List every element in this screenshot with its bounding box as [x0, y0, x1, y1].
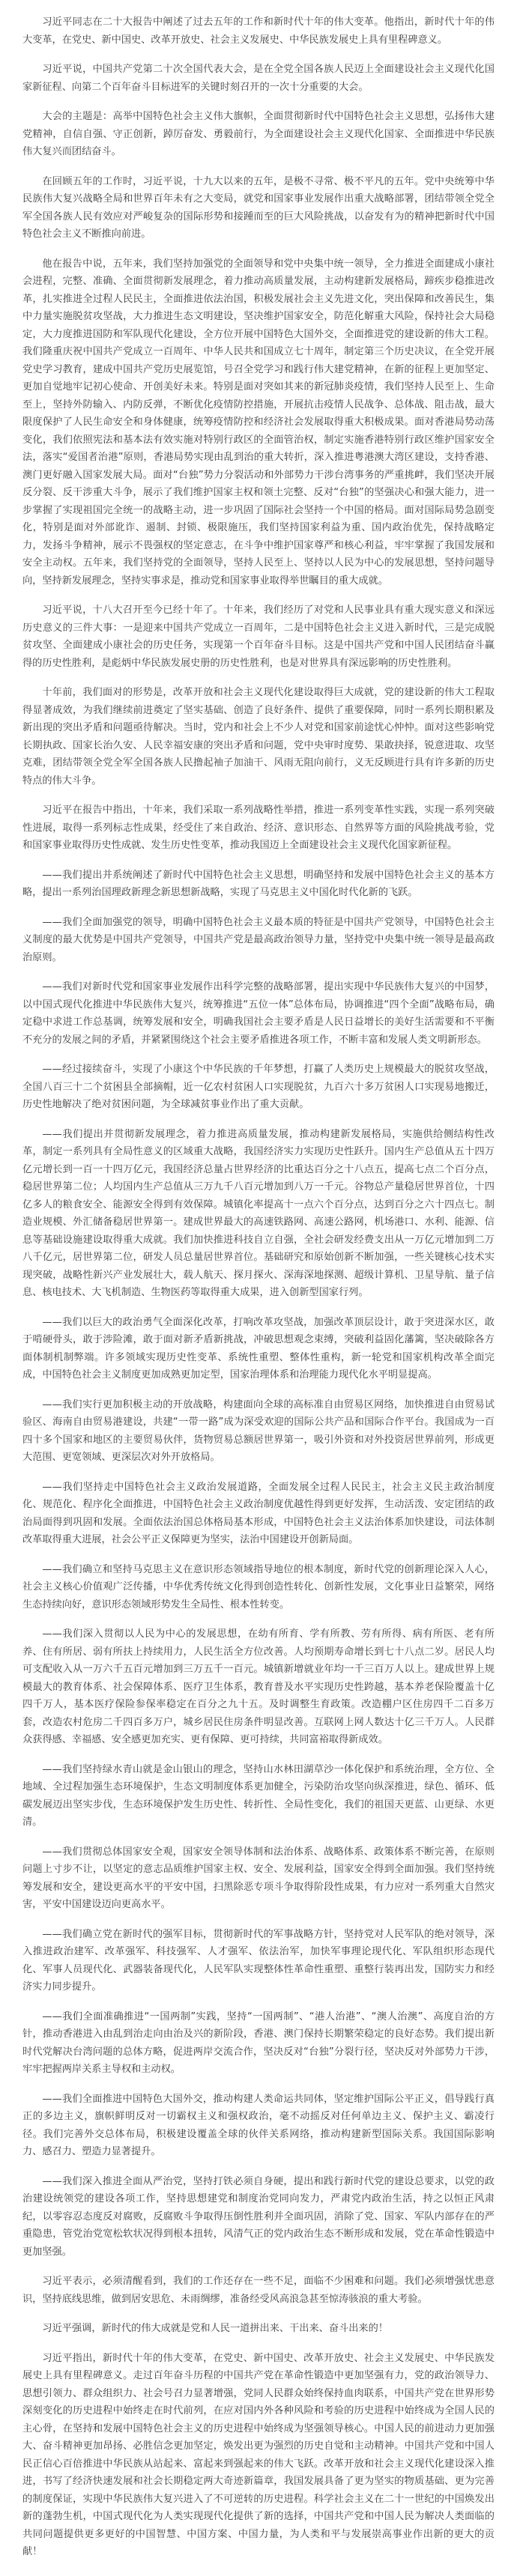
paragraph-achievement-economy: ——我们提出并贯彻新发展理念，着力推进高质量发展，推动构建新发展格局，实施供给侧结构性改革，制定一系列具有全局性意义的区域重大战略，我国经济实力实现历史性跃升。国内生产总值从五十四万亿元增长到一百一十四万亿元，我国经济总量占世界经济的比重达百分之十八点五，提高七点二个百分点，稳居世界第二位；人均国内生产总值从三万九千八百元增加到八万一千元。谷物总产量稳居世界首位，十四亿多人的粮食安全、能源安全得到有效保障。城镇化率提高十一点六个百分点，达到百分之六十四点七。制造业规模、外汇储备稳居世界第一。建成世界最大的高速铁路网、高速公路网，机场港口、水利、能源、信息等基础设施建设取得重大成就。我们加快推进科技自立自强，全社会研发经费支出从一万亿元增加到二万八千亿元，居世界第二位，研发人员总量居世界首位。基础研究和原始创新不断加强，一些关键核心技术实现突破，战略性新兴产业发展壮大，载人航天、探月探火、深海深地探测、超级计算机、卫星导航、量子信息、核电技术、大飞机制造、生物医药等取得重大成果，进入创新型国家行列。 [22, 1128, 495, 1298]
paragraph-shortcomings: 习近平表示，必须清醒看到，我们的工作还存在一些不足，面临不少困难和问题。我们必须增强忧患意识，坚持底线思维，做到居安思危、未雨绸缪，准备经受风高浪急甚至惊涛骇浪的重大考验。 [22, 2276, 495, 2305]
paragraph-report-summary: 习近平同志在二十大报告中阐述了过去五年的工作和新时代十年的伟大变革。他指出，新时代十年的伟大变革，在党史、新中国史、改革开放史、社会主义发展史、中华民族发展史上具有里程碑意义。 [22, 16, 495, 46]
paragraph-three-major-events: 习近平说，十八大召开至今已经十年了。十年来，我们经历了对党和人民事业具有重大现实意义和深远历史意义的三件大事：一是迎来中国共产党成立一百周年，二是中国特色社会主义进入新时代，三是完成脱贫攻坚、全面建成小康社会的历史任务，实现第一个百年奋斗目标。这是中国共产党和中国人民团结奋斗赢得的历史性胜利，是彪炳中华民族发展史册的历史性胜利，也是对世界具有深远影响的历史性胜利。 [22, 604, 495, 669]
paragraph-congress-theme: 大会的主题是：高举中国特色社会主义伟大旗帜，全面贯彻新时代中国特色社会主义思想，弘扬伟大建党精神，自信自强、守正创新，踔厉奋发、勇毅前行，为全面建设社会主义现代化国家、全面推进中华民族伟大复兴而团结奋斗。 [22, 111, 495, 157]
paragraph-achievement-strategy: ——我们对新时代党和国家事业发展作出科学完整的战略部署，提出实现中华民族伟大复兴的中国梦，以中国式现代化推进中华民族伟大复兴，统筹推进“五位一体”总体布局，协调推进“四个全面”战略布局，确定稳中求进工作总基调，统筹发展和安全，明确我国社会主要矛盾是人民日益增长的美好生活需要和不平衡不充分的发展之间的矛盾，并紧紧围绕这个社会主要矛盾推进各项工作，不断丰富和发展人类文明新形态。 [22, 981, 495, 1046]
paragraph-congress-significance: 习近平说，中国共产党第二十次全国代表大会，是在全党全国各族人民迈上全面建设社会主义现代化国家新征程、向第二个百年奋斗目标进军的关键时刻召开的一次十分重要的大会。 [22, 64, 495, 93]
paragraph-achievement-military: ——我们确立党在新时代的强军目标，贯彻新时代的军事战略方针，坚持党对人民军队的绝对领导，深入推进政治建军、改革强军、科技强军、人才强军、依法治军，加快军事理论现代化、军队组织形态现代化、军事人员现代化、武器装备现代化，人民军队实现整体性革命性重塑、重整行装再出发，国防实力和经济实力同步提升。 [22, 1928, 495, 1992]
paragraph-achievement-hk-macao-taiwan: ——我们全面准确推进“一国两制”实践，坚持“一国两制”、“港人治港”、“澳人治澳”、高度自治的方针，推动香港进入由乱到治走向由治及兴的新阶段，香港、澳门保持长期繁荣稳定的良好态势。我们提出新时代党解决台湾问题的总体方略，促进两岸交流合作，坚决反对“台独”分裂行径，坚决反对外部势力干涉，牢牢把握两岸关系主导权和主动权。 [22, 2010, 495, 2075]
paragraph-achievement-culture: ——我们确立和坚持马克思主义在意识形态领域指导地位的根本制度，新时代党的创新理论深入人心，社会主义核心价值观广泛传播，中华优秀传统文化得到创造性转化、创新性发展，文化事业日益繁荣，网络生态持续向好，意识形态领域形势发生全局性、根本性转变。 [22, 1563, 495, 1610]
paragraph-achievement-security: ——我们贯彻总体国家安全观，国家安全领导体制和法治体系、战略体系、政策体系不断完善，在原则问题上寸步不让，以坚定的意志品质维护国家主权、安全、发展利益，国家安全得到全面加强。我们坚持统筹发展和安全，建设更高水平的平安中国，扫黑除恶专项斗争取得阶段性成果，有力应对一系列重大自然灾害，平安中国建设迈向更高水平。 [22, 1846, 495, 1910]
paragraph-five-years-review: 在回顾五年的工作时，习近平说，十九大以来的五年，是极不寻常、极不平凡的五年。党中央统筹中华民族伟大复兴战略全局和世界百年未有之大变局，就党和国家事业发展作出重大战略部署，团结带领全党全军全国各族人民有效应对严峻复杂的国际形势和接踵而至的巨大风险挑战，以奋发有为的精神把新时代中国特色社会主义不断推向前进。 [22, 175, 495, 240]
paragraph-situation-ten-years-ago: 十年前，我们面对的形势是，改革开放和社会主义现代化建设取得巨大成就，党的建设新的伟大工程取得显著成效，为我们继续前进奠定了坚实基础、创造了良好条件、提供了重要保障，同时一系列长期积累及新出现的突出矛盾和问题亟待解决。当时，党内和社会上不少人对党和国家前途忧心忡忡。面对这些影响党长期执政、国家长治久安、人民幸福安康的突出矛盾和问题，党中央审时度势、果敢抉择，锐意进取、攻坚克难，团结带领全党全军全国各族人民撸起袖子加油干、风雨无阻向前行，义无反顾进行具有许多新的历史特点的伟大斗争。 [22, 687, 495, 787]
paragraph-achievement-party-discipline: ——我们深入推进全面从严治党，坚持打铁必须自身硬，提出和践行新时代党的建设总要求，以党的政治建设统领党的建设各项工作，坚持思想建党和制度治党同向发力，严肃党内政治生活，持之以恒正风肃纪，以零容忍态度反对腐败，反腐败斗争取得压倒性胜利并全面巩固，消除了党、国家、军队内部存在的严重隐患，管党治党宽松软状况得到根本扭转，风清气正的党内政治生态不断形成和发展，党在革命性锻造中更加坚强。 [22, 2175, 495, 2258]
paragraph-achievement-democracy: ——我们坚持走中国特色社会主义政治发展道路，全面发展全过程人民民主，社会主义民主政治制度化、规范化、程序化全面推进，中国特色社会主义政治制度优越性得到更好发挥，生动活泼、安定团结的政治局面得到巩固和发展。全面依法治国总体格局基本形成，中国特色社会主义法治体系加快建设，司法体制改革取得重大进展，社会公平正义保障更为坚实，法治中国建设开创新局面。 [22, 1481, 495, 1545]
paragraph-milestone-significance: 习近平指出，新时代十年的伟大变革，在党史、新中国史、改革开放史、社会主义发展史、中华民族发展史上具有里程碑意义。走过百年奋斗历程的中国共产党在革命性锻造中更加坚强有力，党的政治领导力、思想引领力、群众组织力、社会号召力显著增强，党同人民群众始终保持血肉联系，中国共产党在世界形势深刻变化的历史进程中始终走在时代前列，在应对国内外各种风险和考验的历史进程中始终成为全国人民的主心骨，在坚持和发展中国特色社会主义的历史进程中始终成为坚强领导核心。中国人民的前进动力更加强大、奋斗精神更加昂扬、必胜信念更加坚定，焕发出更为强烈的历史自觉和主动精神。中国共产党和中国人民正信心百倍推进中华民族从站起来、富起来到强起来的伟大飞跃。改革开放和社会主义现代化建设深入推进，书写了经济快速发展和社会长期稳定两大奇迹新篇章，我国发展具备了更为坚实的物质基础、更为完善的制度保证，实现中华民族伟大复兴进入了不可逆转的历史进程。科学社会主义在二十一世纪的中国焕发出新的蓬勃生机，中国式现代化为人类实现现代化提供了新的选择，中国共产党和中国人民为解决人类面临的共同问题提供更多更好的中国智慧、中国方案、中国力量，为人类和平与发展崇高事业作出新的更大的贡献！ [22, 2352, 495, 2557]
paragraph-achievement-reform: ——我们以巨大的政治勇气全面深化改革，打响改革攻坚战，加强改革顶层设计，敢于突进深水区，敢于啃硬骨头，敢于涉险滩，敢于面对新矛盾新挑战，冲破思想观念束缚，突破利益固化藩篱，坚决破除各方面体制机制弊端。许多领域实现历史性变革、系统性重塑、整体性重构，新一轮党和国家机构改革全面完成，中国特色社会主义制度更加成熟更加定型，国家治理体系和治理能力现代化水平明显提高。 [22, 1316, 495, 1381]
paragraph-achievement-ecology: ——我们坚持绿水青山就是金山银山的理念，坚持山水林田湖草沙一体化保护和系统治理，全方位、全地域、全过程加强生态环境保护，生态文明制度体系更加健全，污染防治攻坚向纵深推进，绿色、循环、低碳发展迈出坚实步伐，生态环境保护发生历史性、转折性、全局性变化，我们的祖国天更蓝、山更绿、水更清。 [22, 1763, 495, 1828]
paragraph-five-years-work: 他在报告中说，五年来，我们坚持加强党的全面领导和党中央集中统一领导，全力推进全面建成小康社会进程，完整、准确、全面贯彻新发展理念，着力推动高质量发展，主动构建新发展格局，蹄疾步稳推进改革，扎实推进全过程人民民主，全面推进依法治国，积极发展社会主义先进文化，突出保障和改善民生，集中力量实施脱贫攻坚战，大力推进生态文明建设，坚决维护国家安全，防范化解重大风险，保持社会大局稳定，大力度推进国防和军队现代化建设，全方位开展中国特色大国外交，全面推进党的建设新的伟大工程。我们隆重庆祝中国共产党成立一百周年、中华人民共和国成立七十周年，制定第三个历史决议，在全党开展党史学习教育，建成中国共产党历史展览馆，号召全党学习和践行伟大建党精神，在新的征程上更加坚定、更加自觉地牢记初心使命、开创美好未来。特别是面对突如其来的新冠肺炎疫情，我们坚持人民至上、生命至上，坚持外防输入、内防反弹，不断优化疫情防控措施，开展抗击疫情人民战争、总体战、阻击战，最大限度保护了人民生命安全和身体健康，统筹疫情防控和经济社会发展取得重大积极成果。面对香港局势动荡变化，我们依照宪法和基本法有效实施对特别行政区的全面管治权，制定实施香港特别行政区维护国家安全法，落实“爱国者治港”原则，香港局势实现由乱到治的重大转折，深入推进粤港澳大湾区建设，支持香港、澳门更好融入国家发展大局。面对“台独”势力分裂活动和外部势力干涉台湾事务的严重挑衅，我们坚决开展反分裂、反干涉重大斗争，展示了我们维护国家主权和领土完整、反对“台独”的坚强决心和强大能力，进一步掌握了实现祖国完全统一的战略主动，进一步巩固了国际社会坚持一个中国的格局。面对国际局势急剧变化，特别是面对外部讹诈、遏制、封锁、极限施压，我们坚持国家利益为重、国内政治优先，保持战略定力，发扬斗争精神，展示不畏强权的坚定意志，在斗争中维护国家尊严和核心利益，牢牢掌握了我国发展和安全主动权。五年来，我们坚持党的全面领导，坚持人民至上、坚持以人民为中心的发展思想，坚持问题导向，坚持新发展理念，坚持实事求是，推动党和国家事业取得举世瞩目的重大成就。 [22, 258, 495, 587]
paragraph-achievement-party-leadership: ——我们全面加强党的领导，明确中国特色社会主义最本质的特征是中国共产党领导，中国特色社会主义制度的最大优势是中国共产党领导，中国共产党是最高政治领导力量，坚持党中央集中统一领导是最高政治原则。 [22, 916, 495, 963]
paragraph-emphasis: 习近平强调，新时代的伟大成就是党和人民一道拼出来、干出来、奋斗出来的！ [42, 2323, 388, 2334]
paragraph-achievement-livelihood: ——我们深入贯彻以人民为中心的发展思想，在幼有所育、学有所教、劳有所得、病有所医、老有所养、住有所居、弱有所扶上持续用力，人民生活全方位改善。人均预期寿命增长到七十八点二岁。居民人均可支配收入从一万六千五百元增加到三万五千一百元。城镇新增就业年均一千三百万人以上。建成世界上规模最大的教育体系、社会保障体系、医疗卫生体系，教育普及水平实现历史性跨越，基本养老保险覆盖十亿四千万人，基本医疗保险参保率稳定在百分之九十五。及时调整生育政策。改造棚户区住房四千二百多万套，改造农村危房二千四百多万户，城乡居民住房条件明显改善。互联网上网人数达十亿三千万人。人民群众获得感、幸福感、安全感更加充实、更有保障、更可持续，共同富裕取得新成效。 [22, 1628, 495, 1745]
paragraph-achievement-thought: ——我们提出并系统阐述了新时代中国特色社会主义思想，明确坚持和发展中国特色社会主义的基本方略，提出一系列治国理政新理念新思想新战略，实现了马克思主义中国化时代化新的飞跃。 [22, 869, 495, 898]
paragraph-achievement-poverty: ——经过接续奋斗，实现了小康这个中华民族的千年梦想，打赢了人类历史上规模最大的脱贫攻坚战，全国八百三十二个贫困县全部摘帽，近一亿农村贫困人口实现脱贫，九百六十多万贫困人口实现易地搬迁，历史性地解决了绝对贫困问题，为全球减贫事业作出了重大贡献。 [22, 1064, 495, 1110]
paragraph-achievement-diplomacy: ——我们全面推进中国特色大国外交，推动构建人类命运共同体，坚定维护国际公平正义，倡导践行真正的多边主义，旗帜鲜明反对一切霸权主义和强权政治，毫不动摇反对任何单边主义、保护主义、霸凌行径。我们完善外交总体布局，积极建设覆盖全球的伙伴关系网络，推动构建新型国际关系。我国国际影响力、感召力、塑造力显著提升。 [22, 2093, 495, 2157]
paragraph-achievement-opening-up: ——我们实行更加积极主动的开放战略，构建面向全球的高标准自由贸易区网络，加快推进自由贸易试验区、海南自由贸易港建设，共建“一带一路”成为深受欢迎的国际公共产品和国际合作平台。我国成为一百四十多个国家和地区的主要贸易伙伴，货物贸易总额居世界第一，吸引外资和对外投资居世界前列，形成更大范围、更宽领域、更深层次对外开放格局。 [22, 1398, 495, 1463]
paragraph-ten-years-achievements: 习近平在报告中指出，十年来，我们采取一系列战略性举措，推进一系列变革性实践，实现一系列突破性进展，取得一系列标志性成果，经受住了来自政治、经济、意识形态、自然界等方面的风险挑战考验，党和国家事业取得历史性成就、发生历史性变革，推动我国迈上全面建设社会主义现代化国家新征程。 [22, 804, 495, 851]
